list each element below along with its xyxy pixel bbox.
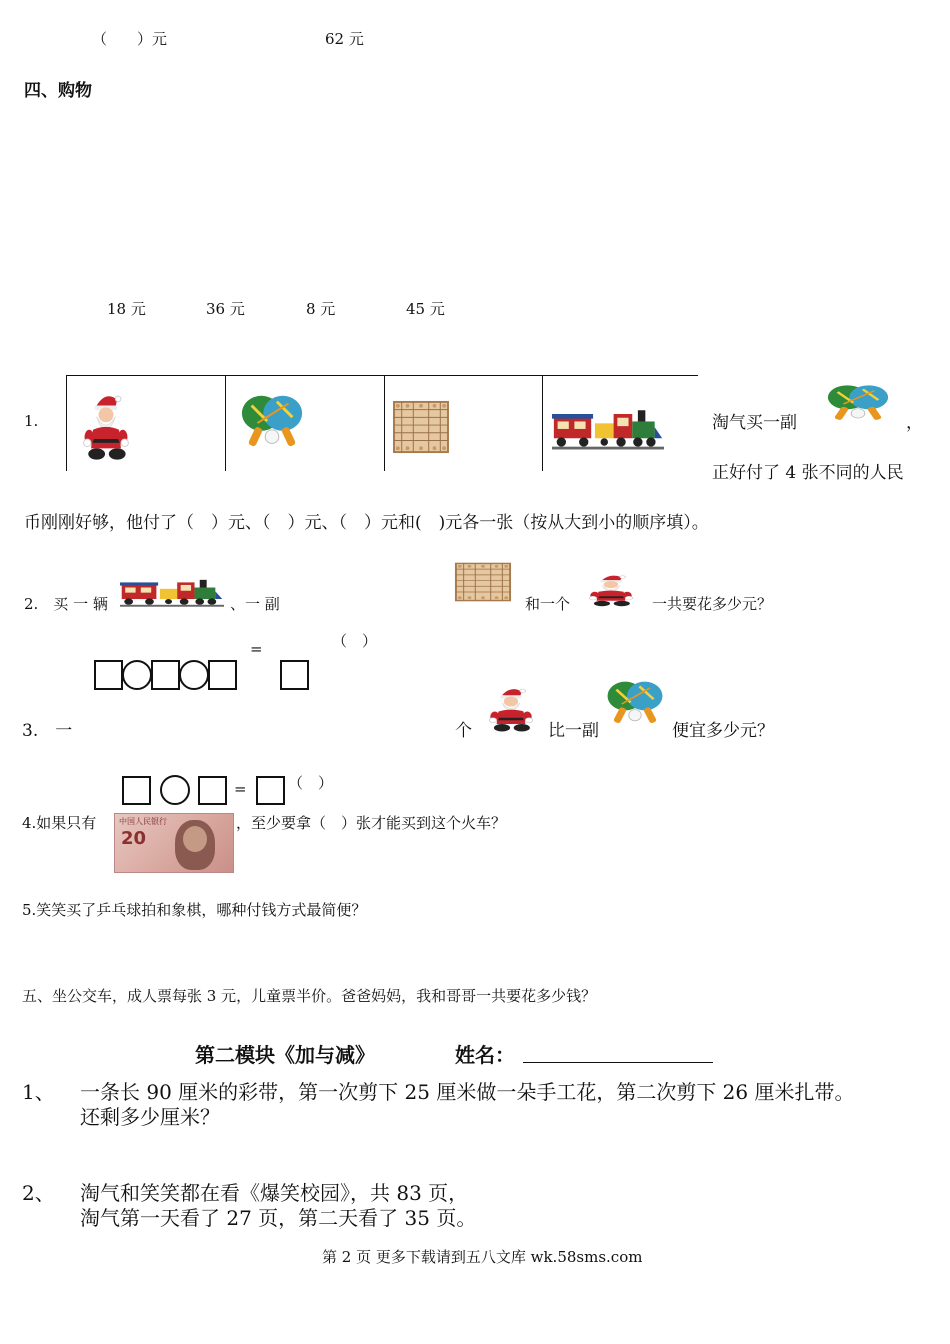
q3-text: 便宜多少元？	[672, 721, 774, 741]
operator-circle[interactable]	[160, 775, 190, 805]
equals-sign: =	[234, 780, 247, 798]
price-label: 18 元	[107, 300, 146, 318]
operator-circle[interactable]	[179, 660, 209, 690]
santa-toy-icon	[584, 572, 638, 608]
answer-box[interactable]	[122, 776, 151, 805]
ping-pong-paddle-icon	[604, 680, 666, 728]
section-heading-shopping: 四、购物	[24, 81, 92, 101]
q2-text: 2. 买 一 辆	[24, 595, 108, 613]
answer-box[interactable]	[94, 660, 123, 690]
q3-text: 比一副	[548, 721, 599, 741]
question-number: 1.	[24, 412, 39, 430]
item-text: 淘气和笑笑都在看《爆笑校园》，共 83 页，	[80, 1181, 469, 1205]
item-text: 还剩多少厘米？	[80, 1105, 220, 1129]
answer-box[interactable]	[280, 660, 309, 690]
banknote-header: 中国人民银行	[119, 817, 167, 826]
item-text: 淘气第一天看了 27 页，第二天看了 35 页。	[80, 1206, 477, 1230]
table-divider	[66, 375, 67, 471]
q4-text: 4.如果只有	[22, 814, 97, 832]
q2-text: 一共要花多少元？	[652, 595, 773, 613]
q5-text: 5.笑笑买了乒乓球拍和象棋，哪种付钱方式最简便？	[22, 901, 367, 919]
toy-train-icon	[552, 404, 664, 452]
santa-toy-icon	[78, 388, 134, 464]
chess-board-icon	[454, 562, 512, 602]
q1-comma: ，	[906, 413, 923, 433]
answer-unit-blank: （ ）	[288, 774, 334, 792]
table-divider	[384, 375, 385, 471]
table-divider	[225, 375, 226, 471]
item-number: 2、	[22, 1181, 55, 1205]
banknote-value: 20	[121, 828, 147, 849]
section5-question: 五、坐公交车，成人票每张 3 元，儿童票半价。爸爸妈妈，我和哥哥一共要花多少钱？	[22, 987, 597, 1005]
q4-text: ，至少要拿（ ）张才能买到这个火车？	[236, 814, 507, 832]
table-divider	[542, 375, 543, 471]
item-number: 1、	[22, 1080, 55, 1104]
operator-circle[interactable]	[122, 660, 152, 690]
q3-text: 3. 一	[22, 721, 73, 741]
q1-text: 币刚刚好够，他付了（ ）元、（ ）元、（ ）元和( )元各一张（按从大到小的顺序填）。	[24, 513, 709, 533]
banknote-20-icon	[114, 813, 234, 873]
portrait-face	[183, 826, 207, 852]
item-text: 一条长 90 厘米的彩带，第一次剪下 25 厘米做一朵手工花，第二次剪下 26 厘米扎带。	[80, 1080, 855, 1104]
santa-toy-icon	[484, 684, 538, 734]
table-top-border	[66, 375, 698, 376]
toy-train-icon	[120, 576, 224, 608]
equals-sign: =	[250, 640, 263, 658]
answer-box[interactable]	[208, 660, 237, 690]
module-title: 第二模块《加与减》	[195, 1043, 375, 1067]
q2-text: 和一个	[525, 595, 571, 613]
chess-board-icon	[392, 400, 450, 454]
price-label: 36 元	[206, 300, 245, 318]
ping-pong-paddle-icon	[824, 384, 892, 424]
q1-text: 正好付了 4 张不同的人民	[712, 463, 904, 483]
answer-unit-blank: （ ）	[332, 632, 378, 650]
price-label: 8 元	[306, 300, 336, 318]
answer-blank-yuan: （ ）元	[92, 30, 168, 48]
answer-box[interactable]	[198, 776, 227, 805]
price-62: 62 元	[325, 30, 364, 48]
q1-text: 淘气买一副	[712, 413, 797, 433]
page-footer: 第 2 页 更多下载请到五八文库 wk.58sms.com	[322, 1248, 643, 1266]
q2-text: 、一 副	[230, 595, 280, 613]
q3-text: 个	[455, 721, 472, 741]
name-field[interactable]	[523, 1061, 713, 1063]
answer-box[interactable]	[151, 660, 180, 690]
ping-pong-paddle-icon	[238, 392, 306, 454]
name-label: 姓名：	[455, 1043, 515, 1067]
price-label: 45 元	[406, 300, 445, 318]
answer-box[interactable]	[256, 776, 285, 805]
